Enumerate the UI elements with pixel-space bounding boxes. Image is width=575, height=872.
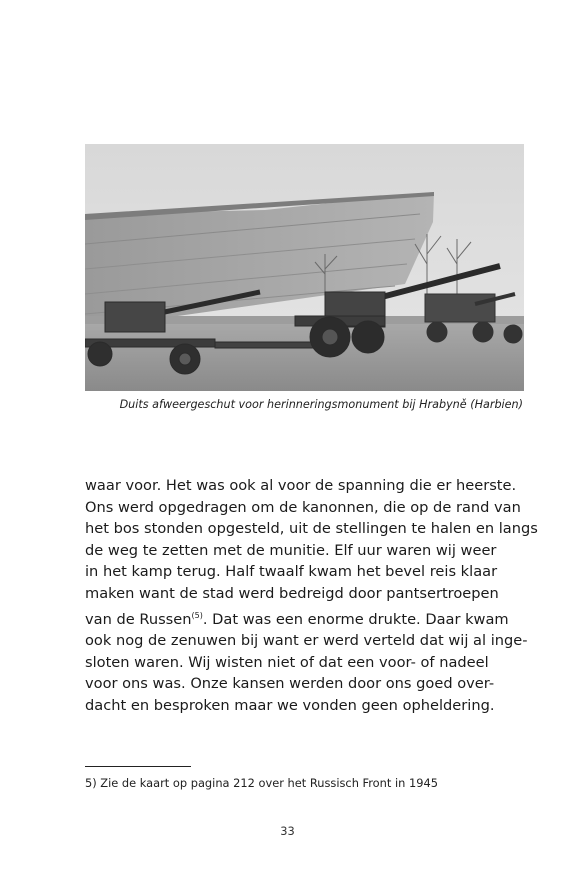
body-line: dacht en besproken maar we vonden geen opheldering. [85, 696, 495, 714]
body-line: waar voor. Het was ook al voor de spanning die er heerste. [85, 477, 517, 494]
body-line-start: van de Russen [85, 610, 192, 628]
body-line: in het kamp terug. Half twaalf kwam het bevel reis klaar [85, 563, 498, 581]
page-number: 33 [280, 824, 295, 838]
body-line-with-footnote [85, 605, 525, 631]
body-line: maken want de stad werd bedreigd door pantsertroepen [85, 584, 499, 602]
body-line: voor ons was. Onze kansen werden door ons goed over- [85, 675, 495, 693]
body-line: de weg te zetten met de munitie. Elf uur waren wij weer [85, 541, 497, 559]
body-text [85, 475, 538, 717]
monument-photo [85, 144, 524, 391]
gravel-ground [85, 324, 524, 391]
footnote-reference[interactable]: (5) [191, 610, 203, 620]
footnote-divider [85, 766, 191, 767]
figure-caption: Duits afweergeschut voor herinneringsmonument bij Hrabyně (Harbien) [119, 398, 523, 411]
footnote: 5) Zie de kaart op pagina 212 over het Russisch Front in 1945 [85, 776, 438, 790]
body-line-tail: . Dat was een enorme drukte. Daar kwam [202, 610, 509, 628]
body-line: Ons werd opgedragen om de kanonnen, die op de rand van [85, 498, 521, 516]
body-line: ook nog de zenuwen bij want er werd verteld dat wij al inge- [85, 632, 528, 650]
body-line: het bos stonden opgesteld, uit de stellingen te halen en langs [85, 520, 538, 538]
body-line: sloten waren. Wij wisten niet of dat een voor- of nadeel [85, 653, 489, 671]
